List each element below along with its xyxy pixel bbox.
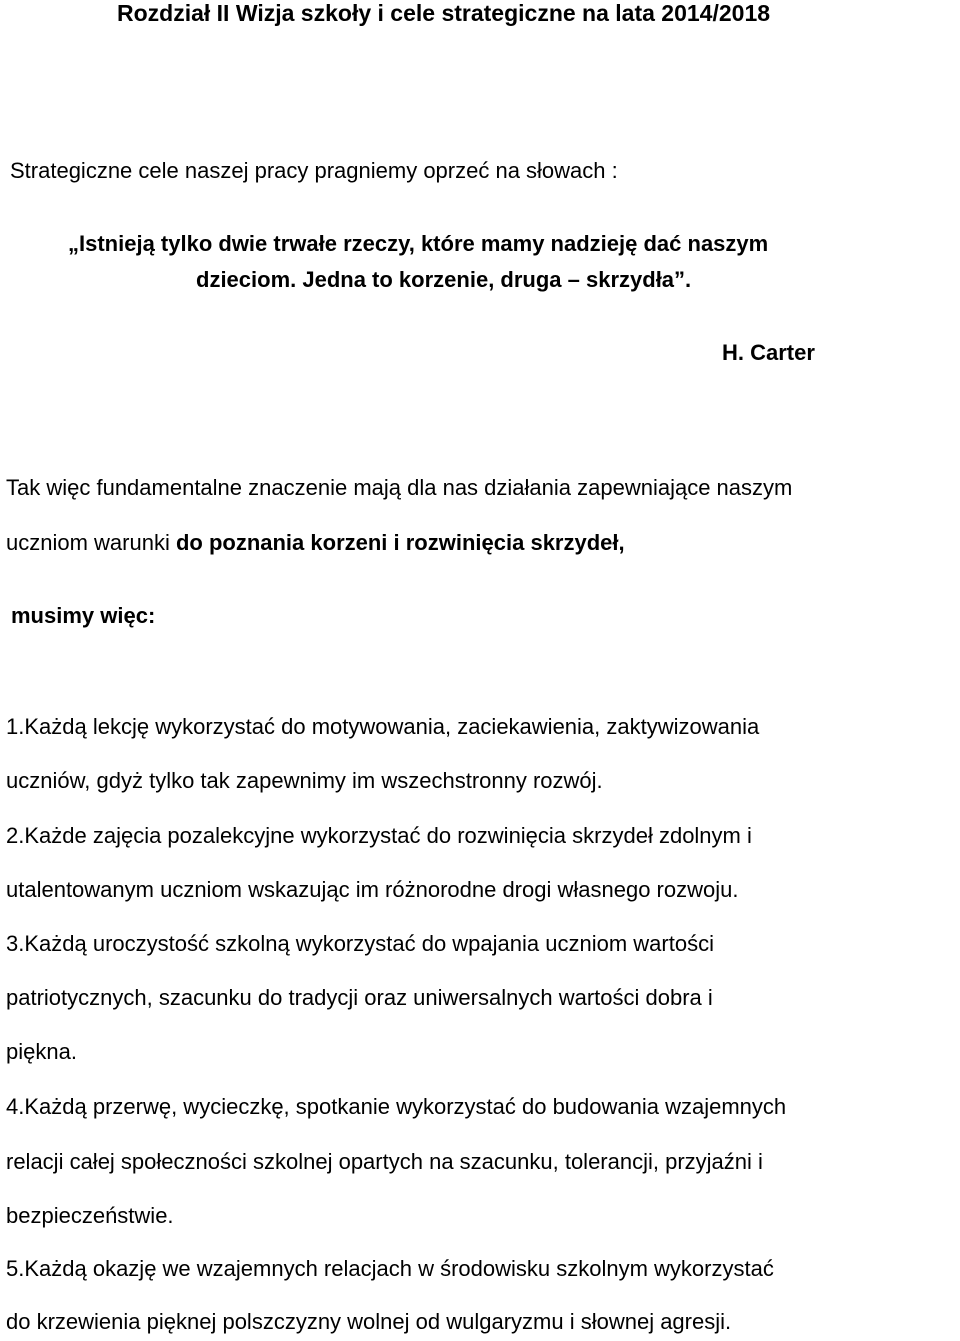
goal-4-line-1: 4.Każdą przerwę, wycieczkę, spotkanie wykorzystać do budowania wzajemnych bbox=[6, 1094, 787, 1119]
chapter-title: Rozdział II Wizja szkoły i cele strategiczne na lata 2014/2018 bbox=[117, 0, 771, 26]
paragraph-line-2-bold: do poznania korzeni i rozwinięcia skrzydeł, bbox=[175, 530, 625, 555]
goal-2-line-1: 2.Każde zajęcia pozalekcyjne wykorzystać do rozwinięcia skrzydeł zdolnym i bbox=[6, 823, 752, 848]
quote-line-1: „Istnieją tylko dwie trwałe rzeczy, które mamy nadzieję dać naszym bbox=[68, 231, 769, 256]
paragraph-line-1: Tak więc fundamentalne znaczenie mają dla nas działania zapewniające naszym bbox=[6, 475, 793, 500]
goal-1-line-1: 1.Każdą lekcję wykorzystać do motywowania, zaciekawienia, zaktywizowania bbox=[6, 714, 760, 739]
goal-5-line-1: 5.Każdą okazję we wzajemnych relacjach w środowisku szkolnym wykorzystać bbox=[6, 1256, 774, 1281]
quote-line-2: dzieciom. Jedna to korzenie, druga – skrzydła”. bbox=[196, 267, 692, 292]
goal-3-line-2: patriotycznych, szacunku do tradycji oraz uniwersalnych wartości dobra i bbox=[6, 985, 713, 1010]
goal-2-line-2: utalentowanym uczniom wskazując im różnorodne drogi własnego rozwoju. bbox=[6, 877, 739, 902]
quote-author: H. Carter bbox=[722, 340, 815, 365]
goal-3-line-1: 3.Każdą uroczystość szkolną wykorzystać do wpajania uczniom wartości bbox=[6, 931, 714, 956]
goal-5-line-2: do krzewienia pięknej polszczyzny wolnej od wulgaryzmu i słownej agresji. bbox=[6, 1309, 732, 1334]
intro-text: Strategiczne cele naszej pracy pragniemy oprzeć na słowach : bbox=[10, 158, 618, 183]
goal-4-line-2: relacji całej społeczności szkolnej opartych na szacunku, tolerancji, przyjaźni i bbox=[6, 1149, 763, 1174]
paragraph-line-2-normal: uczniom warunki bbox=[6, 530, 176, 555]
goal-3-line-3: piękna. bbox=[6, 1039, 77, 1064]
conclusion-text: musimy więc: bbox=[11, 603, 156, 628]
goal-1-line-2: uczniów, gdyż tylko tak zapewnimy im wszechstronny rozwój. bbox=[6, 768, 603, 793]
goal-4-line-3: bezpieczeństwie. bbox=[6, 1203, 174, 1228]
paragraph-line-2 bbox=[6, 532, 625, 554]
